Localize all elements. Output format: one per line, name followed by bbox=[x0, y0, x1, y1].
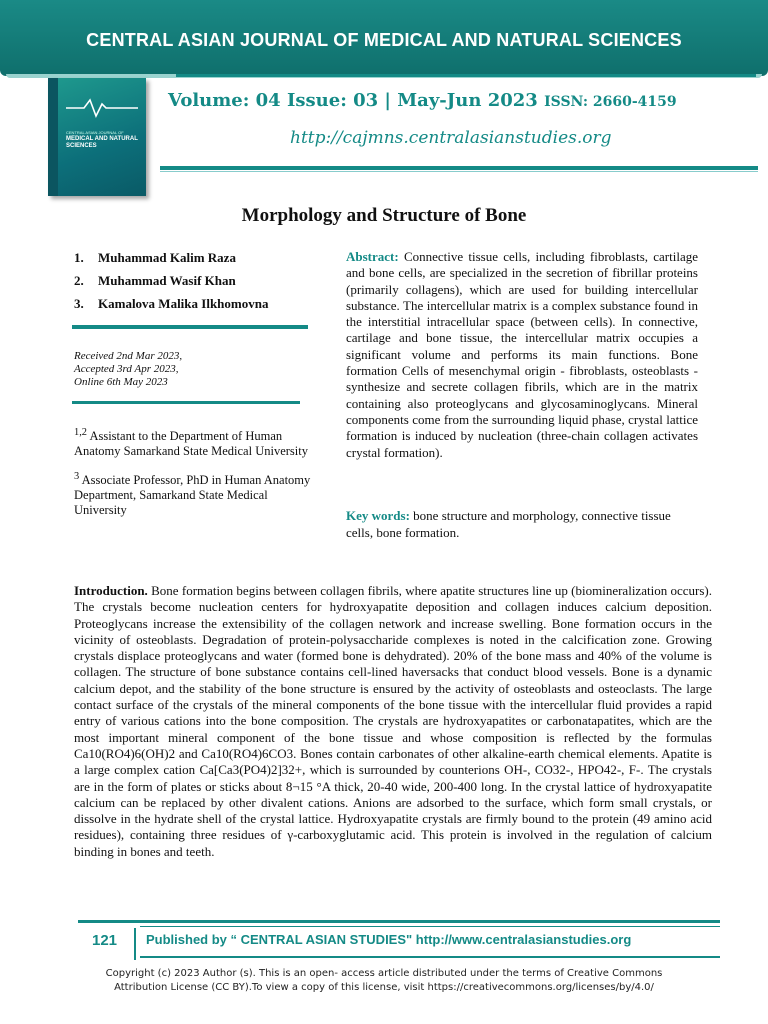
keywords-label: Key words: bbox=[346, 508, 410, 523]
volume-issue bbox=[168, 90, 677, 111]
author-item bbox=[74, 273, 314, 296]
affiliation-text: Associate Professor, PhD in Human Anatomy Department, Samarkand State Medical University bbox=[74, 473, 311, 518]
cover-spine bbox=[48, 78, 58, 196]
volume-issue-text: Volume: 04 Issue: 03 | May-Jun 2023 bbox=[168, 90, 538, 111]
introduction-label: Introduction. bbox=[74, 583, 148, 598]
divider bbox=[176, 74, 756, 77]
received-date: Received 2nd Mar 2023, bbox=[74, 350, 183, 362]
divider bbox=[140, 926, 720, 927]
abstract-text: Connective tissue cells, including fibroblasts, cartilage and bone cells, are specialized in the secretion of fibrillar proteins (primarily collagens), which are used for building intercellular substance. The intercellular matrix is a complex substance found in the interstitial intracellular space (between cells). In connective, cartilage and bone tissue, the intercellular matrix occupies a significant volume and performs its main functions. Bone formation Cells of mesenchymal origin - fibroblasts, osteoblasts - synthesize and secrete collagen fibrils, which are in the matrix containing also proteoglycans and glycosaminoglycans. Mineral components come from the surrounding liquid phase, crystal lattice formation is induced by nucleation (three-chain collagen activates crystal formation). bbox=[346, 249, 698, 460]
divider bbox=[160, 171, 758, 172]
author-name: Muhammad Kalim Raza bbox=[98, 250, 236, 265]
divider bbox=[160, 166, 758, 170]
author-number: 1. bbox=[74, 250, 84, 265]
author-name: Kamalova Malika Ilkhomovna bbox=[98, 296, 269, 311]
keywords bbox=[346, 507, 698, 541]
author-number: 2. bbox=[74, 273, 84, 288]
accepted-date: Accepted 3rd Apr 2023, bbox=[74, 363, 179, 375]
affiliations bbox=[74, 425, 314, 528]
divider bbox=[78, 920, 720, 923]
divider bbox=[140, 956, 720, 958]
introduction bbox=[74, 583, 712, 860]
journal-title: CENTRAL ASIAN JOURNAL OF MEDICAL AND NATURAL SCIENCES bbox=[86, 30, 682, 50]
journal-url[interactable]: http://cajmns.centralasianstudies.org bbox=[290, 128, 612, 148]
affiliation-item bbox=[74, 469, 314, 518]
affiliation-sup: 1,2 bbox=[74, 427, 88, 438]
journal-banner bbox=[0, 0, 768, 76]
divider bbox=[72, 401, 300, 404]
copyright-line: Copyright (c) 2023 Author (s). This is an open- access article distributed under the terms of Creative Commons bbox=[105, 968, 663, 979]
journal-cover-image bbox=[48, 78, 146, 196]
article-dates bbox=[74, 350, 304, 389]
author-number: 3. bbox=[74, 296, 84, 311]
cover-small-text: CENTRAL ASIAN JOURNAL OF bbox=[66, 130, 124, 135]
author-item bbox=[74, 250, 314, 273]
abstract-label: Abstract: bbox=[346, 249, 399, 264]
issn: ISSN: 2660-4159 bbox=[544, 94, 677, 110]
affiliation-text: Assistant to the Department of Human Anatomy Samarkand State Medical University bbox=[74, 429, 308, 459]
affiliation-sup: 3 bbox=[74, 471, 80, 483]
heartbeat-icon bbox=[66, 96, 138, 118]
author-item bbox=[74, 296, 314, 319]
paper-title: Morphology and Structure of Bone bbox=[241, 205, 527, 226]
author-name: Muhammad Wasif Khan bbox=[98, 273, 236, 288]
affiliation-item bbox=[74, 425, 314, 459]
divider bbox=[134, 928, 136, 960]
online-date: Online 6th May 2023 bbox=[74, 376, 168, 388]
copyright-line[interactable]: Attribution License (CC BY).To view a copy of this license, visit https://creativecommons.org/licenses/by/4.0/ bbox=[114, 982, 654, 993]
abstract bbox=[346, 249, 698, 461]
copyright bbox=[0, 967, 768, 995]
author-list bbox=[74, 250, 314, 319]
keywords-text: bone structure and morphology, connective tissue cells, bone formation. bbox=[346, 508, 671, 540]
cover-title: MEDICAL AND NATURAL SCIENCES bbox=[66, 136, 138, 149]
page-number: 121 bbox=[92, 932, 118, 949]
divider bbox=[72, 325, 308, 329]
publisher-line[interactable]: Published by “ CENTRAL ASIAN STUDIES" http://www.centralasianstudies.org bbox=[146, 932, 632, 947]
introduction-text: Bone formation begins between collagen fibrils, where apatite structures line up (biomineralization occurs). The crystals become nucleation centers for hydroxyapatite deposition and collagen induces calcium deposition. Proteoglycans increase the extensibility of the collagen network and increase swelling. Bone formation occurs in the vicinity of osteoblasts. Degradation of protein-polysaccharide complexes is noted in the calcification zone. Growing crystals displace proteoglycans and water (formed bone is dehydrated). 20% of the bone mass and 40% of the volume is collagen. The structure of bone substance contains cell-lined haversacks that conduct blood vessels. Bone is a dynamic calcium depot, and the stability of the bone structure is ensured by the activity of osteoblasts and osteoclasts. The large contact surface of the crystals of the mineral components of the bone tissue with the intercellular fluid provides a rapid entry of various cations into the bone composition. The crystals are hydroxyapatites or carbonatapatites, which are the most important mineral component of the bone tissue and whose composition is reflected by the formulas Ca10(RO4)6(OH)2 and Ca10(RO4)6CO3. Bones contain carbonates of other alkaline-earth chemical elements. Apatite is a large complex cation Ca[Ca3(PO4)2]32+, which is surrounded by counterions OH-, CO32-, HPO42-, F-. The crystals are in the form of plates or sticks about 8¬15 °A thick, 20-40 wide, 200-400 long. In the crystal lattice of hydroxyapatite calcium can be replaced by other divalent cations. Anions are adsorbed to the surface, which form small crystals, or dissolve in the hydrate shell of the crystal lattice. Hydroxyapatite crystals are firmly bound to the protein (49 amino acid residues), containing three residues of γ-carboxyglutamic acid. This protein is involved in the regulation of calcium binding in bones and teeth. bbox=[74, 583, 713, 859]
